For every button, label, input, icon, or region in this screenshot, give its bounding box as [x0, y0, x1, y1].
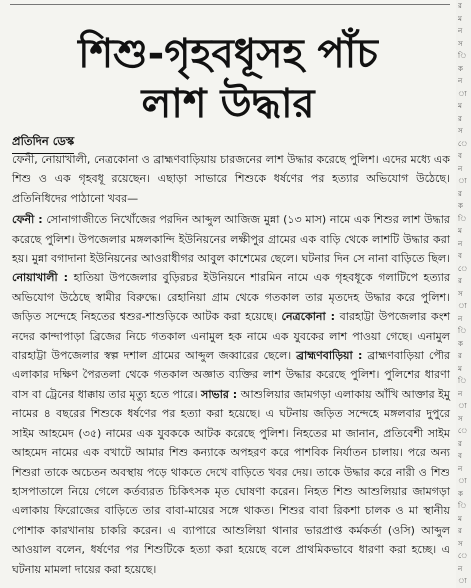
edge-fragment: ম — [458, 364, 462, 373]
lead-paragraph: ফেনী, নোয়াখালী, নেত্রকোনা ও ব্রাহ্মণবাড়িয়ায় চারজনের লাশ উদ্ধার করেছে পুলিশ। এদের মধ্যে এক শিশু ও এক গৃহবধূ রয়েছেন। এছাড়া সাভারে শিশুকে ধর্ষণের পর হত্যার অভিযোগ উঠেছে। প্রতিনিধিদের পাঠানো খবর— — [12, 153, 450, 205]
edge-fragment: ে — [458, 264, 468, 273]
edge-fragment: া — [458, 177, 467, 185]
dateline-netrokona: নেত্রকোনা : — [281, 310, 336, 324]
edge-fragment: ন — [458, 239, 463, 248]
edge-fragment: া — [458, 302, 467, 310]
edge-fragment: ন — [458, 464, 463, 473]
dateline-brahmanbaria: ব্রাহ্মণবাড়িয়া : — [296, 349, 363, 363]
report-noakhali: হাতিয়া উপজেলার বুড়িরচর ইউনিয়নে শারমিন নামে এক গৃহবধূকে গলাটিপে হত্যার অভিযোগ উঠেছে স্বামীর বিরুদ্ধে। রেহানিয়া গ্রাম থেকে গতকাল তার মৃতদেহ উদ্ধার করে পুলিশ। জড়িত সন্দেহে নিহতের শ্বশুর-শাশুড়িকে আটক করা হয়েছে। — [12, 271, 450, 324]
edge-fragment: ম — [458, 514, 462, 523]
edge-fragment: ি — [458, 327, 467, 335]
edge-fragment: ক — [458, 64, 463, 73]
edge-fragment: ন — [458, 164, 463, 173]
edge-fragment: ন — [458, 77, 463, 85]
edge-fragment: স — [458, 127, 463, 135]
edge-fragment: ি — [458, 52, 467, 60]
edge-fragment: ন — [458, 564, 463, 573]
edge-fragment: স — [458, 539, 463, 548]
edge-fragment: ক — [458, 339, 463, 348]
edge-fragment: ি — [458, 502, 467, 510]
edge-fragment: র — [458, 114, 462, 123]
edge-fragment: ক — [458, 202, 463, 210]
top-rule — [10, 4, 450, 5]
edge-fragment: ব — [458, 252, 462, 260]
dateline-noakhali: নোয়াখালী : — [12, 271, 68, 285]
edge-fragment: ে — [458, 552, 468, 560]
edge-fragment: ন — [458, 314, 463, 323]
edge-fragment: র — [458, 527, 462, 535]
report-netrokona: বারহাট্টা উপজেলার কংশ নদের কান্দাপাড়া ব্রিজের নিচে গতকাল এনামুল হক নামে এক যুবকের লাশ পাওয়া গেছে। এনামুল বারহাট্টা উপজেলার স্বল্প দশাল গ্রামের আব্দুল জব্বারের ছেলে। — [12, 310, 450, 363]
edge-fragment: ম — [458, 102, 462, 110]
edge-fragment: স — [458, 414, 463, 423]
edge-fragment: ি — [458, 214, 467, 223]
report-feni: সোনাগাজীতে নিখোঁজের পরদিন আব্দুল আজিজ মুন্না (১৩ মাস) নামে এক শিশুর লাশ উদ্ধার করেছে পুলিশ। উপজেলার মঙ্গলকান্দি ইউনিয়নের লক্ষীপুর গ্রামের এক বাড়ি থেকে লাশটি উদ্ধার করা হয়। মুন্না বগাদানা ইউনিয়নের আওরাধীগর আবুল কাশেমের ছেলে। ঘটনার দিন সে নানা বাড়িতে ছিল। — [12, 213, 450, 266]
edge-fragment: র — [458, 2, 462, 10]
edge-fragment: ন — [458, 27, 463, 35]
edge-fragment: ে — [458, 427, 468, 435]
edge-fragment: র — [458, 439, 462, 448]
edge-fragment: স — [458, 39, 463, 48]
edge-fragment: ন — [458, 389, 463, 398]
edge-fragment: া — [458, 577, 467, 585]
edge-fragment: র — [458, 189, 462, 198]
dateline-savar: সাভার : — [201, 387, 238, 401]
edge-fragment: ব — [458, 152, 462, 160]
report-savar: আশুলিয়ার জামগড়া এলাকায় আঁখি আক্তার ইমু নামের ৪ বছরের শিশুকে ধর্ষণের পর হত্যা করা হয়েছে। এ ঘটনায় জড়িত সন্দেহে মঙ্গলবার দুপুরে সাইম আহমেদ (৩৫) নামের এক যুবককে আটক করেছে পুলিশ। নিহতের মা জানান, প্রতিবেশী সাইম আহমেদ নামের এক বখাটে আমার শিশু কন্যাকে অপহরণ করে পাশবিক নির্যাতন চালায়। পরে অন্য শিশুরা তাকে অচেতন অবস্থায় পড়ে থাকতে দেখে বাড়িতে খবর দেয়। তাকে উদ্ধার করে নারী ও শিশু হাসপাতালে নিয়ে গেলে কর্তব্যরত চিকিৎসক মৃত ঘোষণা করেন। নিহত শিশু আশুলিয়ার জামগড়া এলাকায় ফিরোজের বাড়িতে তার বাবা-মায়ের সঙ্গে থাকত। শিশুর বাবা রিকশা চালক ও মা স্থানীয় পোশাক কারখানায় চাকরি করেন। এ ব্যাপারে আশুলিয়া থানার ভারপ্রাপ্ত কর্মকর্তা (ওসি) আব্দুল আওয়াল বলেন, ধর্ষণের পর শিশুটিকে হত্যা করা হয়েছে বলে প্রাথমিকভাবে ধারণা করা হচ্ছে। এ ঘটনায় মামলা দায়ের করা হয়েছে। — [12, 387, 450, 576]
headline-line-1: শিশু-গৃহবধূসহ পাঁচ — [78, 31, 378, 77]
edge-fragment: া — [458, 89, 467, 98]
report-paragraph — [12, 210, 450, 579]
adjacent-column-edge — [458, 0, 471, 588]
edge-fragment: ম — [458, 14, 462, 23]
edge-fragment: স — [458, 289, 463, 298]
edge-fragment: া — [458, 477, 467, 485]
report-brahmanbaria: ব্রাহ্মণবাড়িয়া পৌর এলাকার দক্ষিণ পৈরতলা থেকে গতকাল অজ্ঞাত ব্যক্তির লাশ উদ্ধার করেছে পুলিশ। পুলিশের ধারণা বাস বা ট্রেনের ধাক্কায় তার মৃত্যু হতে পারে। — [12, 349, 450, 401]
edge-fragment: ে — [458, 139, 468, 148]
article-body — [12, 150, 450, 579]
edge-fragment: ি — [458, 377, 467, 385]
edge-fragment: র — [458, 277, 462, 285]
edge-fragment: ম — [458, 227, 462, 235]
edge-fragment: ক — [458, 489, 463, 498]
dateline-feni: ফেনী : — [12, 213, 43, 227]
headline-line-2: লাশ উদ্ধার — [141, 81, 315, 127]
edge-fragment: ব — [458, 452, 462, 460]
edge-fragment: া — [458, 402, 467, 410]
edge-fragment: র — [458, 352, 462, 360]
byline: প্রতিদিন ডেস্ক — [12, 133, 74, 154]
